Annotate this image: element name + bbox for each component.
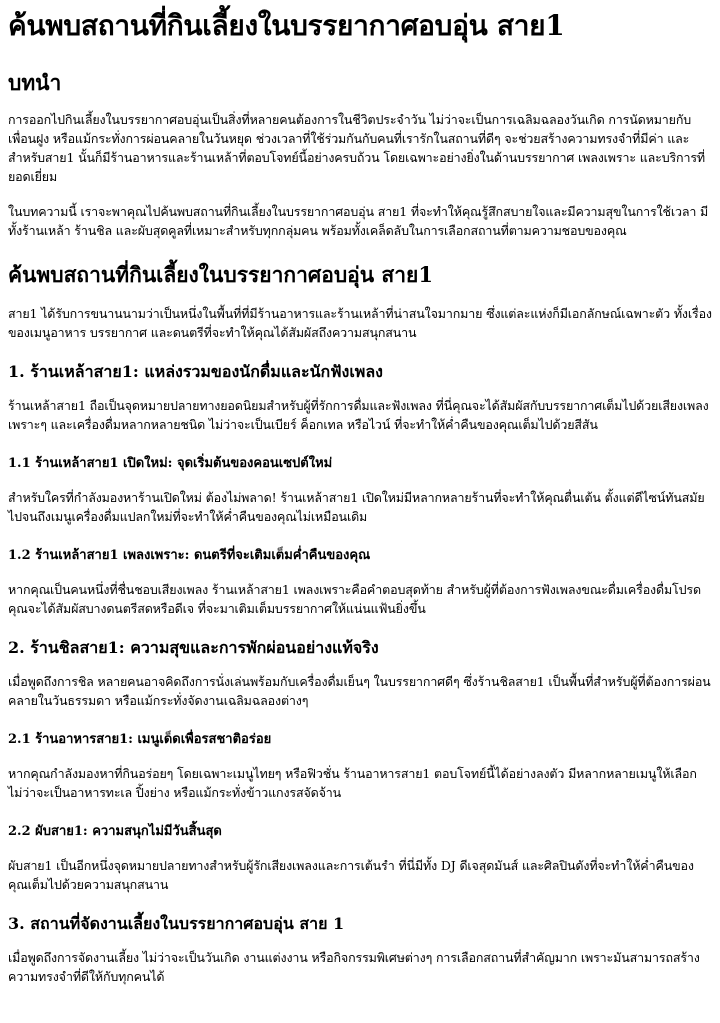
intro-paragraph-1: การออกไปกินเลี้ยงในบรรยากาศอบอุ่นเป็นสิ่งที่หลายคนต้องการในชีวิตประจำวัน ไม่ว่าจะเป็นการเฉลิมฉลองวันเกิด การนัดหมายกับเพื่อนฝูง หรือแม้กระทั่งการผ่อนคลายในวันหยุด ช่วงเวลาที่ใช้ร่วมกันกับคนที่เรารักในสถานที่ดีๆ จะช่วยสร้างความทรงจำที่มีค่า และสำหรับสาย1 นั้นก็มีร้านอาหารและร้านเหล้าที่ตอบโจทย์นี้อย่างครบถ้วน โดยเฉพาะอย่างยิ่งในด้านบรรยากาศ เพลงเพราะ และบริการที่ยอดเยี่ยม [8, 112, 705, 184]
page-title: ค้นพบสถานที่กินเลี้ยงในบรรยากาศอบอุ่น สาย1 [8, 9, 565, 42]
section-2-1-paragraph: หากคุณกำลังมองหาที่กินอร่อยๆ โดยเฉพาะเมนูไทยๆ หรือฟิวชั่น ร้านอาหารสาย1 ตอบโจทย์นี้ได้อย่างลงตัว มีหลากหลายเมนูให้เลือก ไม่ว่าจะเป็นอาหารทะเล ปิ้งย่าง หรือแม้กระทั่งข้าวแกงรสจัดจ้าน [8, 766, 697, 800]
article [0, 6, 712, 986]
section-2-2-paragraph: ผับสาย1 เป็นอีกหนึ่งจุดหมายปลายทางสำหรับผู้รักเสียงเพลงและการเต้นรำ ที่นี่มีทั้ง DJ ดีเจสุดมันส์ และศิลปินดังที่จะทำให้ค่ำคืนของคุณเต็มไปด้วยความสนุกสนาน [8, 858, 694, 892]
intro-heading: บทนำ [8, 70, 62, 95]
section-2-paragraph: เมื่อพูดถึงการชิล หลายคนอาจคิดถึงการนั่งเล่นพร้อมกับเครื่องดื่มเย็นๆ ในบรรยากาศดีๆ ซึ่งร้านชิลสาย1 เป็นพื้นที่สำหรับผู้ที่ต้องการผ่อนคลายในวันธรรมดา หรือแม้กระทั่งจัดงานเฉลิมฉลองต่างๆ [8, 674, 711, 708]
section-1-heading: 1. ร้านเหล้าสาย1: แหล่งรวมของนักดื่มและนักฟังเพลง [8, 362, 383, 381]
section-2-heading: 2. ร้านชิลสาย1: ความสุขและการพักผ่อนอย่างแท้จริง [8, 638, 379, 657]
section-1-1-heading: 1.1 ร้านเหล้าสาย1 เปิดใหม่: จุดเริ่มต้นของคอนเซปต์ใหม่ [8, 456, 333, 471]
intro-paragraph-2: ในบทความนี้ เราจะพาคุณไปค้นพบสถานที่กินเลี้ยงในบรรยากาศอบอุ่น สาย1 ที่จะทำให้คุณรู้สึกสบายใจและมีความสุขในการใช้เวลา มีทั้งร้านเหล้า ร้านชิล และผับสุดคูลที่เหมาะสำหรับทุกกลุ่มคน พร้อมทั้งเคล็ดลับในการเลือกสถานที่ตามความชอบของคุณ [8, 204, 709, 238]
section-3-paragraph: เมื่อพูดถึงการจัดงานเลี้ยง ไม่ว่าจะเป็นวันเกิด งานแต่งงาน หรือกิจกรรมพิเศษต่างๆ การเลือกสถานที่สำคัญมาก เพราะมันสามารถสร้างความทรงจำที่ดีให้กับทุกคนได้ [8, 950, 700, 984]
main-section-heading: ค้นพบสถานที่กินเลี้ยงในบรรยากาศอบอุ่น สาย1 [8, 262, 433, 287]
section-2-2-heading: 2.2 ผับสาย1: ความสนุกไม่มีวันสิ้นสุด [8, 824, 222, 839]
section-1-1-paragraph: สำหรับใครที่กำลังมองหาร้านเปิดใหม่ ต้องไม่พลาด! ร้านเหล้าสาย1 เปิดใหม่มีหลากหลายร้านที่จะทำให้คุณตื่นเต้น ตั้งแต่ดีไซน์ทันสมัย ไปจนถึงเมนูเครื่องดื่มแปลกใหม่ที่จะทำให้ค่ำคืนของคุณไม่เหมือนเดิม [8, 490, 705, 524]
main-section-paragraph: สาย1 ได้รับการขนานนามว่าเป็นหนึ่งในพื้นที่ที่มีร้านอาหารและร้านเหล้าที่น่าสนใจมากมาย ซึ่งแต่ละแห่งก็มีเอกลักษณ์เฉพาะตัว ทั้งเรื่องของเมนูอาหาร บรรยากาศ และดนตรีที่จะทำให้คุณได้สัมผัสถึงความสนุกสนาน [8, 306, 712, 340]
section-1-2-heading: 1.2 ร้านเหล้าสาย1 เพลงเพราะ: ดนตรีที่จะเติมเต็มค่ำคืนของคุณ [8, 548, 371, 563]
section-3-heading: 3. สถานที่จัดงานเลี้ยงในบรรยากาศอบอุ่น สาย 1 [8, 914, 345, 933]
section-1-paragraph: ร้านเหล้าสาย1 ถือเป็นจุดหมายปลายทางยอดนิยมสำหรับผู้ที่รักการดื่มและฟังเพลง ที่นี่คุณจะได้สัมผัสกับบรรยากาศเต็มไปด้วยเสียงเพลงเพราะๆ และเครื่องดื่มหลากหลายชนิด ไม่ว่าจะเป็นเบียร์ ค็อกเทล หรือไวน์ ที่จะทำให้ค่ำคืนของคุณเต็มไปด้วยสีสัน [8, 398, 709, 432]
section-1-2-paragraph: หากคุณเป็นคนหนึ่งที่ชื่นชอบเสียงเพลง ร้านเหล้าสาย1 เพลงเพราะคือคำตอบสุดท้าย สำหรับผู้ที่ต้องการฟังเพลงขณะดื่มเครื่องดื่มโปรด คุณจะได้สัมผัสบางดนตรีสดหรือดีเจ ที่จะมาเติมเต็มบรรยากาศให้แน่นแฟ้นยิ่งขึ้น [8, 582, 701, 616]
section-2-1-heading: 2.1 ร้านอาหารสาย1: เมนูเด็ดเพื่อรสชาติอร่อย [8, 732, 272, 747]
